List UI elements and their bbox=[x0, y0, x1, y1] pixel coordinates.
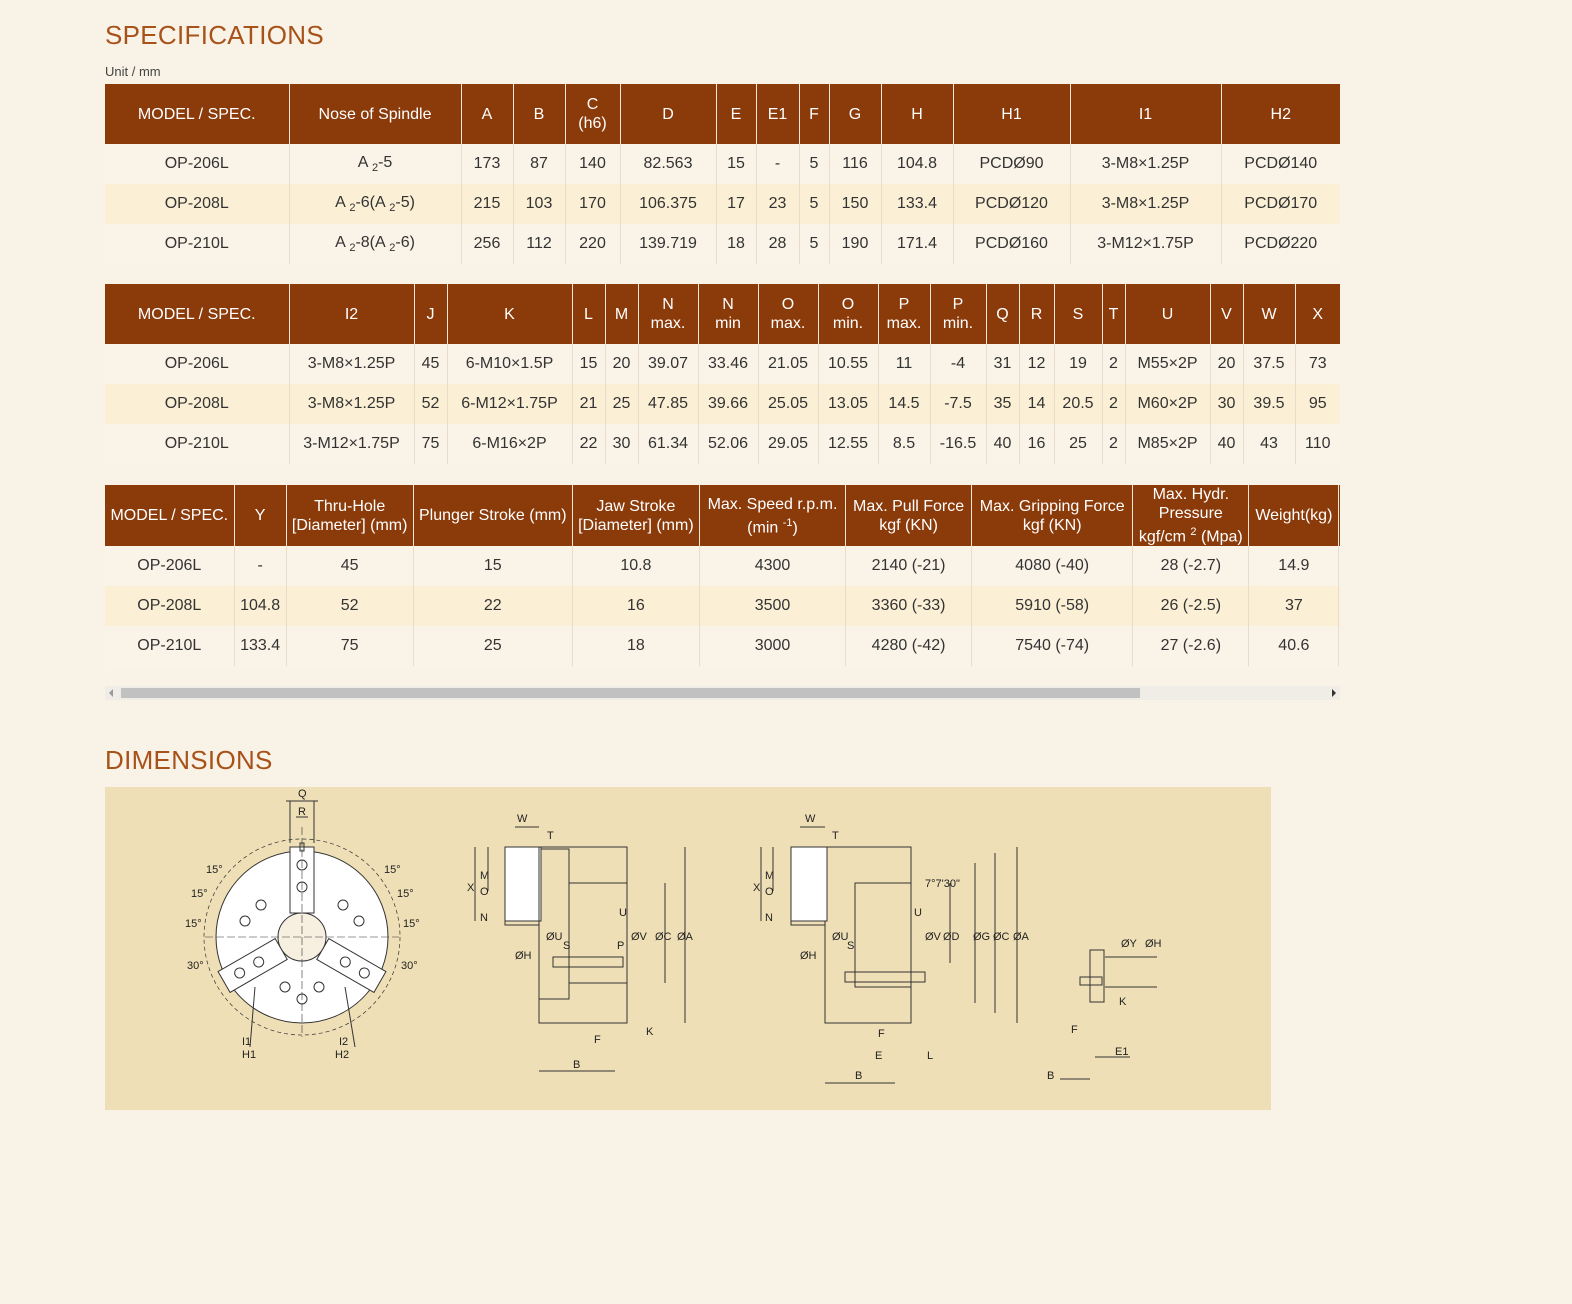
table-cell: 43 bbox=[1243, 424, 1295, 464]
dim-label: H2 bbox=[335, 1049, 350, 1061]
dim-label: R bbox=[298, 806, 306, 818]
table-cell: 256 bbox=[461, 224, 513, 264]
table-cell: PCDØ90 bbox=[953, 144, 1070, 184]
column-header: K bbox=[447, 284, 572, 344]
detail-view-drawing bbox=[1060, 950, 1157, 1079]
column-header: E1 bbox=[756, 84, 799, 144]
column-header: A bbox=[461, 84, 513, 144]
table-row bbox=[105, 224, 1340, 264]
dim-label: 15° bbox=[384, 864, 401, 876]
table-cell: 45 bbox=[414, 344, 447, 384]
dim-label: Q bbox=[298, 788, 307, 800]
column-header: Jaw Stroke [Diameter] (mm) bbox=[572, 485, 699, 546]
table-cell: 3-M12×1.75P bbox=[289, 424, 414, 464]
table-cell: 6-M16×2P bbox=[447, 424, 572, 464]
table-cell: 52 bbox=[414, 384, 447, 424]
dim-label: ØA bbox=[1013, 931, 1029, 943]
table-cell: 20 bbox=[605, 344, 638, 384]
side-view-1-drawing bbox=[475, 827, 685, 1071]
column-header: Weight(kg) bbox=[1249, 485, 1339, 546]
column-header: I2 bbox=[289, 284, 414, 344]
column-header: MODEL / SPEC. bbox=[105, 485, 234, 546]
table-cell: 25 bbox=[1054, 424, 1102, 464]
table-cell: 87 bbox=[513, 144, 565, 184]
table-cell: 12 bbox=[1019, 344, 1054, 384]
table-cell: OP-210L bbox=[105, 626, 234, 666]
table-cell: 171.4 bbox=[881, 224, 953, 264]
dim-label: ØA bbox=[677, 931, 693, 943]
horizontal-scrollbar[interactable] bbox=[105, 686, 1340, 700]
dim-label: W bbox=[805, 813, 816, 825]
table-cell: 39.66 bbox=[698, 384, 758, 424]
table-cell: 4080 (-40) bbox=[972, 546, 1133, 586]
table-cell: 12.55 bbox=[818, 424, 878, 464]
table-cell: 190 bbox=[829, 224, 881, 264]
table-cell: 28 (-2.7) bbox=[1133, 546, 1249, 586]
table-cell: 5 bbox=[799, 144, 829, 184]
dim-label: B bbox=[1047, 1070, 1055, 1082]
dim-label: N bbox=[765, 912, 773, 924]
table-cell: 3-M8×1.25P bbox=[289, 384, 414, 424]
table-cell: 21 bbox=[572, 384, 605, 424]
table-3-scroll-container[interactable] bbox=[105, 485, 1340, 700]
column-header: Q bbox=[986, 284, 1019, 344]
column-header: Nose of Spindle bbox=[289, 84, 461, 144]
table-cell: 3-M8×1.25P bbox=[289, 344, 414, 384]
table-cell: -7.5 bbox=[930, 384, 986, 424]
column-header: J bbox=[414, 284, 447, 344]
dim-label: ØH bbox=[515, 950, 532, 962]
table-row bbox=[105, 546, 1340, 586]
dim-label: O bbox=[765, 886, 774, 898]
spec-table-1 bbox=[105, 84, 1340, 264]
dim-label: P bbox=[617, 940, 625, 952]
column-header: H bbox=[881, 84, 953, 144]
table-cell: M55×2P bbox=[1125, 344, 1210, 384]
table-cell: 39.07 bbox=[638, 344, 698, 384]
table-cell: 16 bbox=[1019, 424, 1054, 464]
dim-label: E1 bbox=[1115, 1046, 1129, 1058]
table-cell: 215 bbox=[461, 184, 513, 224]
table-cell: PCDØ140 bbox=[1221, 144, 1340, 184]
dim-label: ØY bbox=[1121, 938, 1137, 950]
table-cell: 27 (-2.6) bbox=[1133, 626, 1249, 666]
table-cell: 45 bbox=[286, 546, 413, 586]
dim-label: X bbox=[753, 882, 761, 894]
dim-label: ØH bbox=[1145, 938, 1162, 950]
dim-label: L bbox=[927, 1050, 934, 1062]
table-cell: 2 bbox=[1102, 384, 1125, 424]
table-cell: 150 bbox=[829, 184, 881, 224]
dim-label: K bbox=[1119, 996, 1127, 1008]
table-cell: 8.5 bbox=[878, 424, 930, 464]
column-header: Max. Speed r.p.m. (min $^{-1}$) bbox=[699, 485, 845, 546]
table-cell: 10.55 bbox=[818, 344, 878, 384]
dim-label: U bbox=[914, 907, 922, 919]
column-header: Plunger Stroke (mm) bbox=[413, 485, 572, 546]
column-header: V bbox=[1210, 284, 1243, 344]
dim-label: M bbox=[765, 870, 775, 882]
dim-label: S bbox=[847, 940, 855, 952]
dim-label: X bbox=[467, 882, 475, 894]
column-header: Max. Gripping Force kgf (KN) bbox=[972, 485, 1133, 546]
table-cell: 47.85 bbox=[638, 384, 698, 424]
table-cell: 82.563 bbox=[620, 144, 716, 184]
table-cell: 13.05 bbox=[818, 384, 878, 424]
dim-label: S bbox=[563, 940, 571, 952]
table-cell: 3500 bbox=[699, 586, 845, 626]
dim-label: ØH bbox=[800, 950, 817, 962]
table-row bbox=[105, 626, 1340, 666]
table-cell: 15 bbox=[572, 344, 605, 384]
table-cell: 40 bbox=[986, 424, 1019, 464]
table-cell: PCDØ120 bbox=[953, 184, 1070, 224]
technical-drawing bbox=[105, 787, 1271, 1110]
table-cell: 11 bbox=[878, 344, 930, 384]
dim-label: T bbox=[832, 830, 839, 842]
table-cell: 14.9 bbox=[1249, 546, 1339, 586]
column-header: I1 bbox=[1070, 84, 1221, 144]
table-cell: 16 bbox=[572, 586, 699, 626]
column-header: U bbox=[1125, 284, 1210, 344]
dim-label: ØV bbox=[925, 931, 941, 943]
dim-label: ØU bbox=[546, 931, 563, 943]
table-cell: 7540 (-74) bbox=[972, 626, 1133, 666]
column-header: D bbox=[620, 84, 716, 144]
table-cell: 95 bbox=[1295, 384, 1340, 424]
table-cell: 75 bbox=[286, 626, 413, 666]
dim-label: ØU bbox=[832, 931, 849, 943]
table-cell: 25.05 bbox=[758, 384, 818, 424]
column-header: M bbox=[605, 284, 638, 344]
column-header: N max. bbox=[638, 284, 698, 344]
dim-label: B bbox=[855, 1070, 863, 1082]
dim-label: U bbox=[619, 907, 627, 919]
table-cell: 110 bbox=[1295, 424, 1340, 464]
dim-label: 15° bbox=[397, 888, 414, 900]
table-cell: 75 bbox=[414, 424, 447, 464]
table-cell: OP-206L bbox=[105, 144, 289, 184]
table-row bbox=[105, 586, 1340, 626]
table-cell bbox=[1339, 626, 1340, 666]
table-cell: 116 bbox=[829, 144, 881, 184]
table-cell: 15 bbox=[413, 546, 572, 586]
table-row bbox=[105, 384, 1340, 424]
table-cell: 6-M10×1.5P bbox=[447, 344, 572, 384]
table-cell: 18 bbox=[716, 224, 756, 264]
table-cell: 4300 bbox=[699, 546, 845, 586]
table-cell: 14.5 bbox=[878, 384, 930, 424]
table-cell: 3-M8×1.25P bbox=[1070, 184, 1221, 224]
table-cell: OP-210L bbox=[105, 424, 289, 464]
table-cell: 170 bbox=[565, 184, 620, 224]
table-cell: 5 bbox=[799, 184, 829, 224]
dim-label: 7°7'30" bbox=[925, 878, 960, 890]
scroll-right-arrow-icon[interactable] bbox=[1332, 689, 1336, 697]
table-cell: 25 bbox=[605, 384, 638, 424]
column-header: S bbox=[1054, 284, 1102, 344]
table-cell: 3000 bbox=[699, 626, 845, 666]
column-header: P min. bbox=[930, 284, 986, 344]
dim-label: 30° bbox=[401, 960, 418, 972]
table-cell: 220 bbox=[565, 224, 620, 264]
column-header: Max. Hydr. Pressure kgf/cm $^2$ (Mpa) bbox=[1133, 485, 1249, 546]
column-header: P max. bbox=[878, 284, 930, 344]
table-row bbox=[105, 184, 1340, 224]
specifications-title: SPECIFICATIONS bbox=[105, 20, 324, 50]
table-cell: 31 bbox=[986, 344, 1019, 384]
dim-label: W bbox=[517, 813, 528, 825]
table-cell: 4280 (-42) bbox=[846, 626, 972, 666]
table-cell: OP-206L bbox=[105, 344, 289, 384]
table-cell: 30 bbox=[605, 424, 638, 464]
table-cell: OP-208L bbox=[105, 384, 289, 424]
dim-label: F bbox=[594, 1034, 601, 1046]
table-cell: -16.5 bbox=[930, 424, 986, 464]
column-header: W bbox=[1243, 284, 1295, 344]
scrollbar-thumb[interactable] bbox=[121, 688, 1140, 698]
column-header: C (h6) bbox=[565, 84, 620, 144]
table-cell: - bbox=[234, 546, 286, 586]
dim-label: ØC bbox=[655, 931, 672, 943]
table-header-row bbox=[105, 284, 1340, 344]
dimensions-drawing bbox=[105, 787, 1271, 1110]
table-cell: 20 bbox=[1210, 344, 1243, 384]
column-header: B bbox=[513, 84, 565, 144]
table-cell: 15 bbox=[716, 144, 756, 184]
table-cell: - bbox=[756, 144, 799, 184]
table-cell: 106.375 bbox=[620, 184, 716, 224]
dim-label: F bbox=[878, 1028, 885, 1040]
table-cell: 10.8 bbox=[572, 546, 699, 586]
column-header: O min. bbox=[818, 284, 878, 344]
table-cell: OP-210L bbox=[105, 224, 289, 264]
table-cell: 61.34 bbox=[638, 424, 698, 464]
table-cell: 139.719 bbox=[620, 224, 716, 264]
table-cell: 23 bbox=[756, 184, 799, 224]
table-cell: 17 bbox=[716, 184, 756, 224]
table-cell: 33.46 bbox=[698, 344, 758, 384]
column-header: F bbox=[799, 84, 829, 144]
dimensions-title: DIMENSIONS bbox=[105, 745, 273, 775]
table-cell: M60×2P bbox=[1125, 384, 1210, 424]
column-header: MODEL / SPEC. bbox=[105, 284, 289, 344]
dim-label: 15° bbox=[185, 918, 202, 930]
table-cell: 29.05 bbox=[758, 424, 818, 464]
column-header: H1 bbox=[953, 84, 1070, 144]
dim-label: ØV bbox=[631, 931, 647, 943]
table-cell: 5 bbox=[799, 224, 829, 264]
table-cell: A $_2$-6(A $_2$-5) bbox=[289, 184, 461, 224]
spec-table-2 bbox=[105, 284, 1340, 464]
table-cell: 19 bbox=[1054, 344, 1102, 384]
dim-label: M bbox=[480, 870, 490, 882]
table-cell: 73 bbox=[1295, 344, 1340, 384]
table-cell: 22 bbox=[413, 586, 572, 626]
dim-label: 15° bbox=[191, 888, 208, 900]
dim-label: ØG bbox=[973, 931, 991, 943]
table-row bbox=[105, 144, 1340, 184]
table-cell: 2 bbox=[1102, 344, 1125, 384]
table-cell: 28 bbox=[756, 224, 799, 264]
table-cell: 40.6 bbox=[1249, 626, 1339, 666]
table-cell: 20.5 bbox=[1054, 384, 1102, 424]
table-cell: 30 bbox=[1210, 384, 1243, 424]
dim-label: N bbox=[480, 912, 488, 924]
column-header: T bbox=[1102, 284, 1125, 344]
dim-label: 15° bbox=[206, 864, 223, 876]
table-cell: 5910 (-58) bbox=[972, 586, 1133, 626]
dim-label: I1 bbox=[242, 1036, 252, 1048]
table-cell: 3-M12×1.75P bbox=[1070, 224, 1221, 264]
table-cell: 26 (-2.5) bbox=[1133, 586, 1249, 626]
table-cell: 37.5 bbox=[1243, 344, 1295, 384]
table-cell: PCDØ160 bbox=[953, 224, 1070, 264]
table-cell: 52.06 bbox=[698, 424, 758, 464]
dim-label: E bbox=[875, 1050, 883, 1062]
table-cell: 18 bbox=[572, 626, 699, 666]
table-cell: 133.4 bbox=[234, 626, 286, 666]
column-header: R bbox=[1019, 284, 1054, 344]
dim-label: 30° bbox=[187, 960, 204, 972]
table-cell: 37 bbox=[1249, 586, 1339, 626]
table-cell: 2 bbox=[1102, 424, 1125, 464]
column-header: Max. Pull Force kgf (KN) bbox=[846, 485, 972, 546]
table-cell: -4 bbox=[930, 344, 986, 384]
table-cell: 3360 (-33) bbox=[846, 586, 972, 626]
column-header: N min bbox=[698, 284, 758, 344]
table-cell bbox=[1339, 586, 1340, 626]
table-cell: 6-M12×1.75P bbox=[447, 384, 572, 424]
table-cell: 140 bbox=[565, 144, 620, 184]
table-cell: PCDØ170 bbox=[1221, 184, 1340, 224]
table-cell: 25 bbox=[413, 626, 572, 666]
column-header: O max. bbox=[758, 284, 818, 344]
table-cell bbox=[1339, 546, 1340, 586]
table-cell: 104.8 bbox=[234, 586, 286, 626]
table-cell: 39.5 bbox=[1243, 384, 1295, 424]
column-header: MODEL / SPEC. bbox=[105, 84, 289, 144]
dim-label: ØD bbox=[943, 931, 960, 943]
table-cell: 103 bbox=[513, 184, 565, 224]
dim-label: H1 bbox=[242, 1049, 257, 1061]
column-header: L bbox=[572, 284, 605, 344]
dim-label: K bbox=[646, 1026, 654, 1038]
dim-label: ØC bbox=[993, 931, 1010, 943]
table-cell: M85×2P bbox=[1125, 424, 1210, 464]
table-cell: 3-M8×1.25P bbox=[1070, 144, 1221, 184]
table-cell: OP-206L bbox=[105, 546, 234, 586]
column-header: X bbox=[1295, 284, 1340, 344]
table-row bbox=[105, 344, 1340, 384]
column-header: E bbox=[716, 84, 756, 144]
column-header: G bbox=[829, 84, 881, 144]
table-cell: 22 bbox=[572, 424, 605, 464]
table-cell: 173 bbox=[461, 144, 513, 184]
dim-label: I2 bbox=[339, 1036, 349, 1048]
table-cell: A $_2$-8(A $_2$-6) bbox=[289, 224, 461, 264]
dim-label: 15° bbox=[403, 918, 420, 930]
column-header: Y bbox=[234, 485, 286, 546]
table-cell: PCDØ220 bbox=[1221, 224, 1340, 264]
spec-table-3 bbox=[105, 485, 1340, 666]
table-header-row bbox=[105, 485, 1340, 546]
table-header-row bbox=[105, 84, 1340, 144]
table-cell: 21.05 bbox=[758, 344, 818, 384]
column-header: Thru-Hole [Diameter] (mm) bbox=[286, 485, 413, 546]
table-cell: 2140 (-21) bbox=[846, 546, 972, 586]
column-header: H2 bbox=[1221, 84, 1340, 144]
table-row bbox=[105, 424, 1340, 464]
front-view-drawing bbox=[204, 801, 400, 1047]
dim-label: F bbox=[1071, 1024, 1078, 1036]
table-cell: OP-208L bbox=[105, 184, 289, 224]
table-cell: 35 bbox=[986, 384, 1019, 424]
table-cell: 133.4 bbox=[881, 184, 953, 224]
unit-label: Unit / mm bbox=[105, 64, 161, 79]
dim-label: B bbox=[573, 1059, 581, 1071]
table-cell: 14 bbox=[1019, 384, 1054, 424]
table-cell: 104.8 bbox=[881, 144, 953, 184]
dim-label: O bbox=[480, 886, 489, 898]
scroll-left-arrow-icon[interactable] bbox=[109, 689, 113, 697]
table-cell: 112 bbox=[513, 224, 565, 264]
dim-label: T bbox=[547, 830, 554, 842]
table-cell: 40 bbox=[1210, 424, 1243, 464]
table-cell: 52 bbox=[286, 586, 413, 626]
table-cell: A $_2$-5 bbox=[289, 144, 461, 184]
column-header-overflow bbox=[1339, 485, 1340, 546]
table-cell: OP-208L bbox=[105, 586, 234, 626]
